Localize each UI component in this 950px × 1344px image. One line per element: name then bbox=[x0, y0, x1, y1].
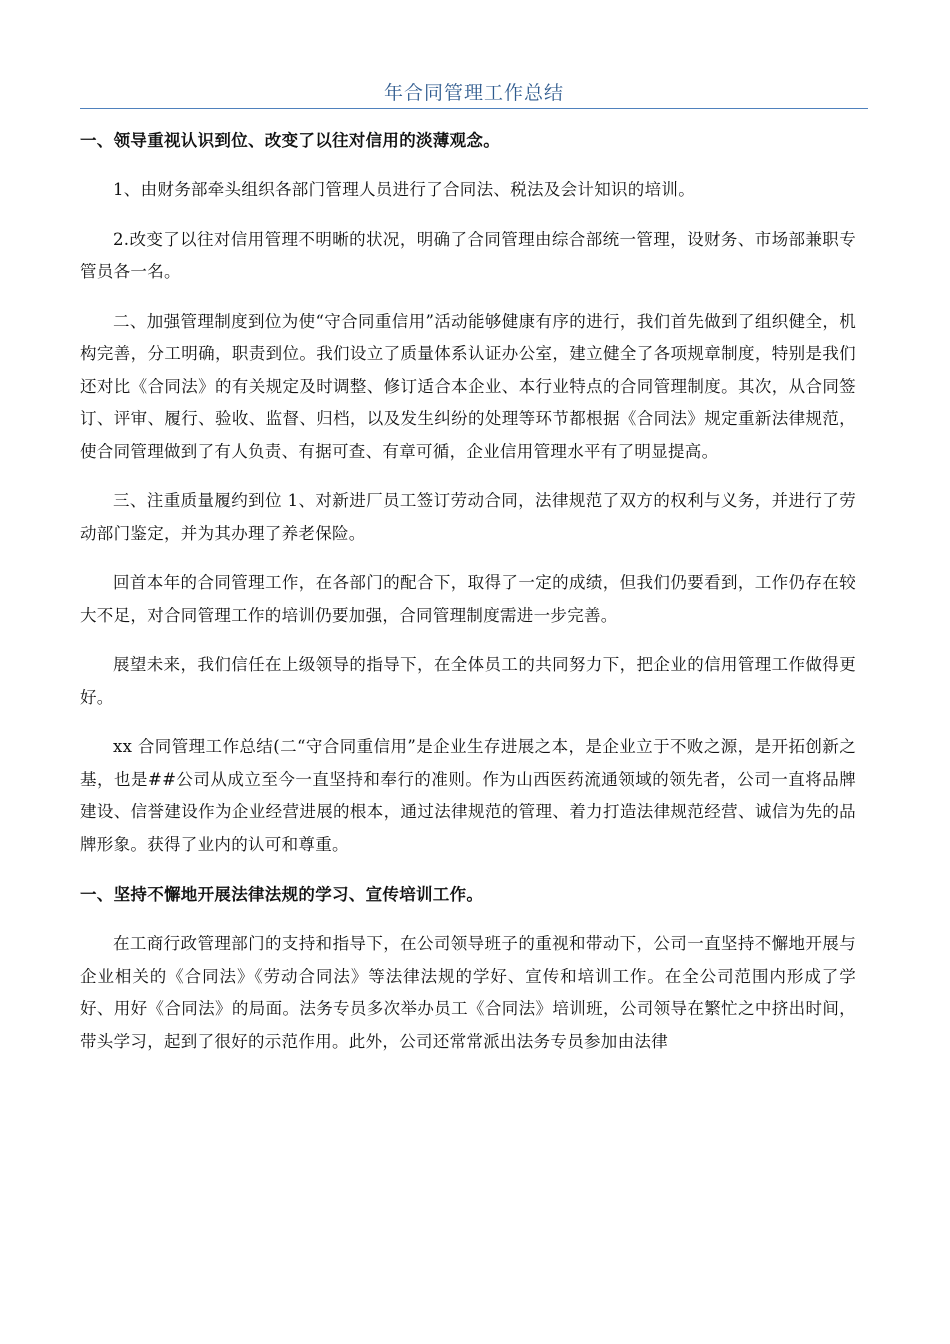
paragraph: 展望未来，我们信任在上级领导的指导下，在全体员工的共同努力下，把企业的信用管理工作做得更好。 bbox=[80, 655, 856, 707]
section-heading: 一、领导重视认识到位、改变了以往对信用的淡薄观念。 bbox=[80, 131, 500, 150]
document-title: 年合同管理工作总结 bbox=[383, 82, 564, 104]
paragraph: 回首本年的合同管理工作，在各部门的配合下，取得了一定的成绩，但我们仍要看到，工作仍存在较大不足，对合同管理工作的培训仍要加强，合同管理制度需进一步完善。 bbox=[80, 573, 856, 625]
paragraph: 三、注重质量履约到位 1、对新进厂员工签订劳动合同，法律规范了双方的权利与义务，并进行了劳动部门鉴定，并为其办理了养老保险。 bbox=[80, 491, 856, 543]
paragraph: 2.改变了以往对信用管理不明晰的状况，明确了合同管理由综合部统一管理，设财务、市场部兼职专管员各一名。 bbox=[80, 229, 856, 281]
paragraph: 1、由财务部牵头组织各部门管理人员进行了合同法、税法及会计知识的培训。 bbox=[113, 180, 695, 199]
section-heading: 一、坚持不懈地开展法律法规的学习、宣传培训工作。 bbox=[80, 885, 484, 904]
title-underline bbox=[80, 108, 868, 109]
paragraph: xx 合同管理工作总结(二“守合同重信用”是企业生存进展之本，是企业立于不败之源，是开拓创新之基，也是##公司从成立至今一直坚持和奉行的准则。作为山西医药流通领域的领先者，公司一直将品牌建设、信誉建设作为企业经营进展的根本，通过法律规范的管理、着力打造法律规范经营、诚信为先的品牌形象。获得了业内的认可和尊重。 bbox=[80, 737, 856, 854]
document-body bbox=[80, 124, 856, 1075]
paragraph: 在工商行政管理部门的支持和指导下，在公司领导班子的重视和带动下，公司一直坚持不懈地开展与企业相关的《合同法》《劳动合同法》等法律法规的学好、宣传和培训工作。在全公司范围内形成了学好、用好《合同法》的局面。法务专员多次举办员工《合同法》培训班，公司领导在繁忙之中挤出时间，带头学习，起到了很好的示范作用。此外，公司还常常派出法务专员参加由法律 bbox=[80, 934, 856, 1051]
paragraph: 二、加强管理制度到位为使“守合同重信用”活动能够健康有序的进行，我们首先做到了组织健全，机构完善，分工明确，职责到位。我们设立了质量体系认证办公室，建立健全了各项规章制度，特别是我们还对比《合同法》的有关规定及时调整、修订适合本企业、本行业特点的合同管理制度。其次，从合同签订、评审、履行、验收、监督、归档，以及发生纠纷的处理等环节都根据《合同法》规定重新法律规范，使合同管理做到了有人负责、有据可查、有章可循，企业信用管理水平有了明显提高。 bbox=[80, 311, 856, 461]
